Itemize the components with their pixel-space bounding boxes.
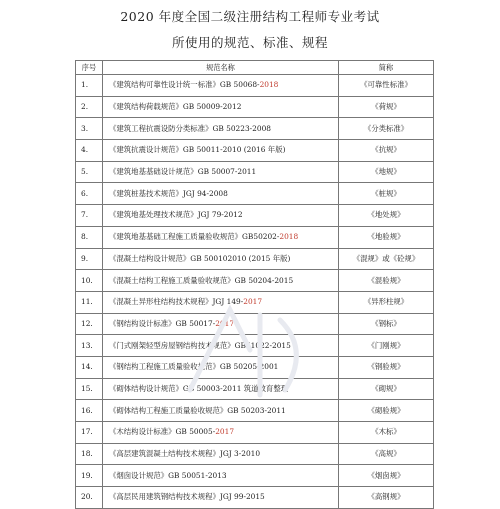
standard-abbreviation: 《荷规》 xyxy=(339,96,434,118)
standard-abbreviation: 《地规》 xyxy=(339,161,434,183)
standard-abbreviation: 《砌规》 xyxy=(339,378,434,400)
table-row xyxy=(76,400,434,422)
standard-name-cell xyxy=(103,335,339,357)
row-number: 2. xyxy=(76,96,103,118)
table-header-row xyxy=(76,61,434,75)
standard-abbreviation: 《砌验规》 xyxy=(339,400,434,422)
row-number: 19. xyxy=(76,465,103,487)
standard-abbreviation: 《高钢规》 xyxy=(339,487,434,509)
standard-name: 《混凝土结构设计规范》GB 500102010 (2015 年版) xyxy=(109,253,291,263)
standard-abbreviation: 《门刚规》 xyxy=(339,335,434,357)
standard-name-cell xyxy=(103,356,339,378)
row-number: 5. xyxy=(76,161,103,183)
standard-abbreviation: 《地处规》 xyxy=(339,205,434,227)
table-row xyxy=(76,183,434,205)
row-number: 20. xyxy=(76,487,103,509)
standard-abbreviation: 《分类标准》 xyxy=(339,118,434,140)
standard-abbreviation: 《地验规》 xyxy=(339,226,434,248)
standard-name-cell xyxy=(103,75,339,97)
standard-name-cell xyxy=(103,422,339,444)
table-row xyxy=(76,118,434,140)
standard-year-highlight: 2017 xyxy=(215,427,235,437)
standard-name: 《钢结构工程施工质量验收规范》GB 50205-2001 xyxy=(109,362,279,372)
table-row xyxy=(76,465,434,487)
standard-abbreviation: 《钢验规》 xyxy=(339,356,434,378)
standard-abbreviation: 《混规》或《砼规》 xyxy=(339,248,434,270)
row-number: 15. xyxy=(76,378,103,400)
row-number: 3. xyxy=(76,118,103,140)
standard-name: 《建筑地基基础工程施工质量验收规范》GB50202- xyxy=(109,232,280,242)
row-number: 10. xyxy=(76,270,103,292)
standard-name: 《建筑工程抗震设防分类标准》GB 50223-2008 xyxy=(109,123,271,133)
page-subtitle: 所使用的规范、标准、规程 xyxy=(171,35,328,50)
standard-name-cell xyxy=(103,205,339,227)
standard-abbreviation: 《桩规》 xyxy=(339,183,434,205)
standard-year-highlight: 2017 xyxy=(215,318,235,328)
row-number: 12. xyxy=(76,313,103,335)
standard-name-cell xyxy=(103,118,339,140)
standard-year-highlight: 2017 xyxy=(243,297,263,307)
standard-name-cell xyxy=(103,161,339,183)
row-number: 11. xyxy=(76,291,103,313)
table-row xyxy=(76,443,434,465)
column-header-number: 序号 xyxy=(76,61,103,75)
standard-name: 《高层建筑混凝土结构技术规程》JGJ 3-2010 xyxy=(109,449,261,459)
standard-name-cell xyxy=(103,465,339,487)
row-number: 18. xyxy=(76,443,103,465)
standard-name-cell xyxy=(103,443,339,465)
standard-abbreviation: 《可靠性标准》 xyxy=(339,75,434,97)
standard-name: 《建筑抗震设计规范》GB 50011-2010 (2016 年版) xyxy=(109,145,286,155)
standard-abbreviation: 《木标》 xyxy=(339,422,434,444)
standard-name-cell xyxy=(103,487,339,509)
table-row xyxy=(76,161,434,183)
table-row xyxy=(76,356,434,378)
table-row xyxy=(76,270,434,292)
row-number: 16. xyxy=(76,400,103,422)
standard-name: 《建筑地基基础设计规范》GB 50007-2011 xyxy=(109,167,257,177)
column-header-name: 规范名称 xyxy=(103,61,339,75)
row-number: 14. xyxy=(76,356,103,378)
table-row xyxy=(76,205,434,227)
table-row xyxy=(76,75,434,97)
standard-abbreviation: 《抗规》 xyxy=(339,140,434,162)
table-row xyxy=(76,422,434,444)
table-row xyxy=(76,226,434,248)
standard-name: 《混凝土异形柱结构技术规程》JGJ 149- xyxy=(109,297,244,307)
row-number: 8. xyxy=(76,226,103,248)
standard-name: 《建筑桩基技术规范》JGJ 94-2008 xyxy=(109,188,228,198)
standard-name-cell xyxy=(103,248,339,270)
table-row xyxy=(76,313,434,335)
standard-name: 《钢结构设计标准》GB 50017- xyxy=(109,318,216,328)
row-number: 17. xyxy=(76,422,103,444)
standard-name: 《混凝土结构工程施工质量验收规范》GB 50204-2015 xyxy=(109,275,294,285)
standard-name-cell xyxy=(103,140,339,162)
table-row xyxy=(76,291,434,313)
table-body xyxy=(76,75,434,509)
standards-table xyxy=(75,60,434,509)
standard-abbreviation: 《钢标》 xyxy=(339,313,434,335)
standard-name-cell xyxy=(103,183,339,205)
standard-abbreviation: 《高规》 xyxy=(339,443,434,465)
standard-name-cell xyxy=(103,226,339,248)
table-row xyxy=(76,487,434,509)
table-row xyxy=(76,96,434,118)
row-number: 7. xyxy=(76,205,103,227)
standard-name: 《建筑结构荷载规范》GB 50009-2012 xyxy=(109,102,242,112)
row-number: 1. xyxy=(76,75,103,97)
standard-name-cell xyxy=(103,96,339,118)
standard-year-highlight: 2018 xyxy=(259,80,279,90)
standard-name: 《砌体结构设计规范》GB 50003-2011 筑道教育整理 xyxy=(109,383,289,393)
standard-abbreviation: 《混验规》 xyxy=(339,270,434,292)
table-row xyxy=(76,140,434,162)
row-number: 4. xyxy=(76,140,103,162)
standard-abbreviation: 《异形柱规》 xyxy=(339,291,434,313)
standard-year-highlight: 2018 xyxy=(279,232,299,242)
standard-abbreviation: 《烟囱规》 xyxy=(339,465,434,487)
page-title: 2020 年度全国二级注册结构工程师专业考试 xyxy=(120,9,380,24)
table-row xyxy=(76,248,434,270)
standard-name-cell xyxy=(103,270,339,292)
standard-name-cell xyxy=(103,291,339,313)
standard-name-cell xyxy=(103,400,339,422)
standard-name: 《高层民用建筑钢结构技术规程》JGJ 99-2015 xyxy=(109,492,265,502)
row-number: 13. xyxy=(76,335,103,357)
standard-name: 《建筑地基处理技术规范》JGJ 79-2012 xyxy=(109,210,243,220)
standard-name: 《砌体结构工程施工质量验收规范》GB 50203-2011 xyxy=(109,405,286,415)
standard-name: 《建筑结构可靠性设计统一标准》GB 50068- xyxy=(109,80,260,90)
standard-name: 《烟囱设计规范》GB 50051-2013 xyxy=(109,470,227,480)
standard-name: 《门式刚架轻型房屋钢结构技术规范》GB51022-2015 xyxy=(109,340,291,350)
row-number: 9. xyxy=(76,248,103,270)
column-header-abbreviation: 简称 xyxy=(339,61,434,75)
standard-name-cell xyxy=(103,378,339,400)
row-number: 6. xyxy=(76,183,103,205)
table-row xyxy=(76,335,434,357)
standard-name: 《木结构设计标准》GB 50005- xyxy=(109,427,216,437)
standard-name-cell xyxy=(103,313,339,335)
table-row xyxy=(76,378,434,400)
